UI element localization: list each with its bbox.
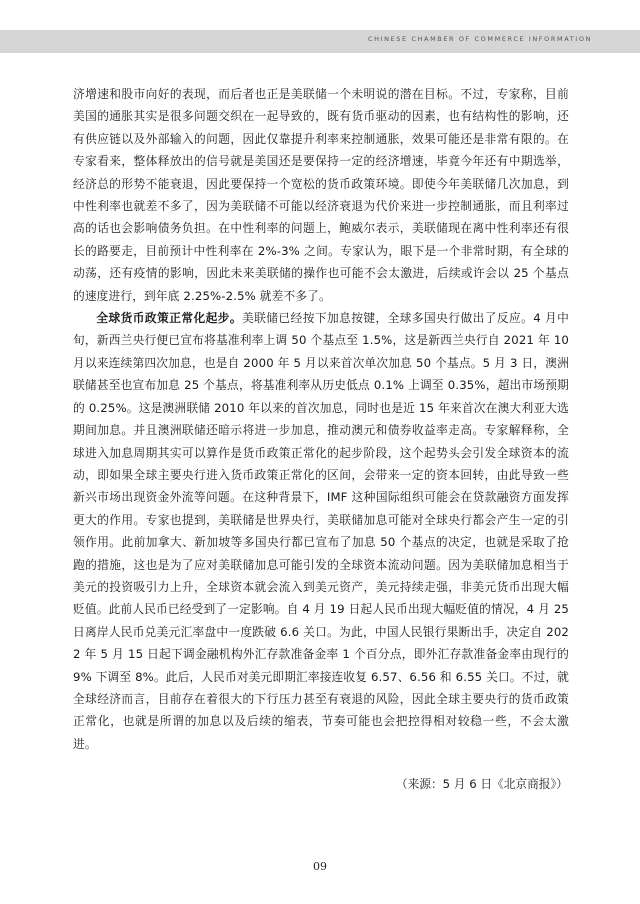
article-body bbox=[73, 83, 569, 755]
section-lead: 全球货币政策正常化起步。 bbox=[96, 311, 243, 326]
source-citation: （来源：5 月 6 日《北京商报》） bbox=[395, 777, 568, 791]
article-paragraph: 济增速和股市向好的表现，而后者也正是美联储一个未明说的潜在目标。不过，专家称，目前美国的通胀其实是很多问题交织在一起导致的，既有货币驱动的因素，也有结构性的影响，还有供应链以及外部输入的问题，因此仅靠提升利率来控制通胀，效果可能还是非常有限的。在专家看来，整体释放出的信号就是美国还是要保持一定的经济增速，毕竟今年还有中期选举，经济总的形势不能衰退，因此要保持一个宽松的货币政策环境。即使今年美联储几次加息，到中性利率也就差不多了，因为美联储不可能以经济衰退为代价来进一步控制通胀，而且利率过高的话也会影响债务负担。在中性利率的问题上，鲍威尔表示，美联储现在离中性利率还有很长的路要走，目前预计中性利率在 2%-3% 之间。专家认为，眼下是一个非常时期，有全球的动荡，还有疫情的影响，因此未来美联储的操作也可能不会太激进，后续或许会以 25 个基点的速度进行，到年底 2.25%-2.5% 就差不多了。 bbox=[73, 87, 569, 303]
page-number: 09 bbox=[313, 860, 327, 873]
header-title: CHINESE CHAMBER OF COMMERCE INFORMATION bbox=[367, 35, 592, 43]
header-band bbox=[0, 30, 640, 53]
paragraph-text: 美联储已经按下加息按键，全球多国央行做出了反应。4 月中旬，新西兰央行便已宣布将基准利率上调 50 个基点至 1.5%，这是新西兰央行自 2021 年 10 月以来连续第四次加息，也是自 2000 年 5 月以来首次单次加息 50 个基点。5 月 3 日，澳洲联储甚至也宣布加息 25 个基点，将基准利率从历史低点 0.1% 上调至 0.35%，超出市场预期的 0.25%。这是澳洲联储 2010 年以来的首次加息，同时也是近 15 年来首次在澳大利亚大选期间加息。并且澳洲联储还暗示将进一步加息，推动澳元和债券收益率走高。专家解释称，全球进入加息周期其实可以算作是货币政策正常化的起步阶段，这个起势头会引发全球资本的流动，即如果全球主要央行进入货币政策正常化的区间，会带来一定的资本回转，由此导致一些新兴市场出现资金外流等问题。在这种背景下，IMF 这种国际组织可能会在贷款融资方面发挥更大的作用。专家也提到，美联储是世界央行，美联储加息可能对全球央行都会产生一定的引领作用。此前加拿大、新加坡等多国央行都已宣布了加息 50 个基点的决定，也就是采取了抢跑的措施，这也是为了应对美联储加息可能引发的全球资本流动问题。因为美联储加息相当于美元的投资吸引力上升，全球资本就会流入到美元资产，美元持续走强，非美元货币出现大幅贬值。此前人民币已经受到了一定影响。自 4 月 19 日起人民币出现大幅贬值的情况，4 月 25 日离岸人民币兑美元汇率盘中一度跌破 6.6 关口。为此，中国人民银行果断出手，决定自 2022 年 5 月 15 日起下调金融机构外汇存款准备金率 1 个百分点，即外汇存款准备金率由现行的 9% 下调至 8%。此后，人民币对美元即期汇率接连收复 6.57、6.56 和 6.55 关口。不过，就全球经济而言，目前存在着很大的下行压力甚至有衰退的风险，因此全球主要央行的货币政策正常化，也就是所谓的加息以及后续的缩表，节奏可能也会把控得相对较稳一些，不会太激进。 bbox=[73, 311, 569, 751]
article-paragraph bbox=[73, 307, 569, 755]
